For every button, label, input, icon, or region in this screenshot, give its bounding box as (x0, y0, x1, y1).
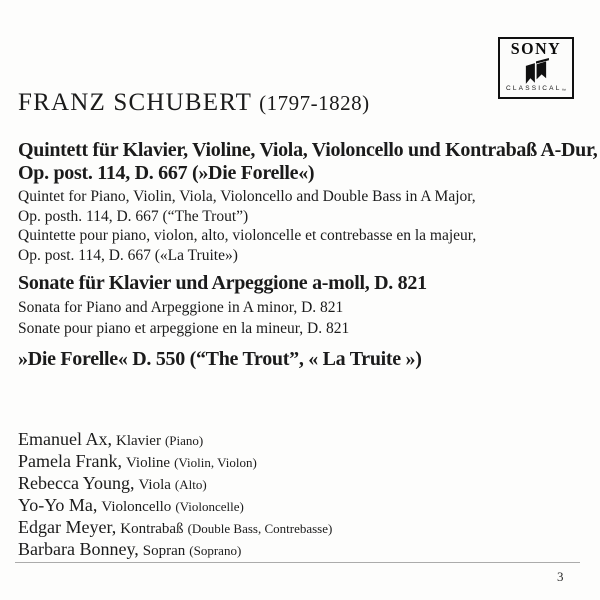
sony-classical-logo (498, 37, 574, 99)
classical-label (500, 85, 572, 94)
work-arpeggione-english: Sonata for Piano and Arpeggione in A minor, D. 821 (18, 299, 344, 316)
performer-instrument-translation: (Piano) (164, 433, 204, 448)
performer-row (18, 450, 332, 472)
trademark-symbol: ™ (561, 88, 567, 93)
performer-row (18, 516, 332, 538)
composer-name: FRANZ SCHUBERT (18, 89, 252, 116)
performer-row (18, 428, 332, 450)
performer-row (18, 472, 332, 494)
work-quintet-english-line1: Quintet for Piano, Violin, Viola, Violoncello and Double Bass in A Major, (18, 188, 476, 205)
footer-divider (15, 562, 580, 563)
work-arpeggione-title: Sonate für Klavier und Arpeggione a-moll, D. 821 (18, 272, 427, 294)
performer-instrument-translation: (Violoncelle) (175, 499, 244, 514)
performer-instrument-translation: (Double Bass, Contrebasse) (187, 521, 333, 536)
performer-instrument-translation: (Alto) (174, 477, 207, 492)
performer-instrument: Sopran (142, 543, 186, 559)
work-quintet-title-line1: Quintett für Klavier, Violine, Viola, Violoncello und Kontrabaß A-Dur, (18, 139, 598, 161)
performer-name: Emanuel Ax, (18, 429, 112, 449)
sony-wordmark: SONY (510, 40, 562, 59)
performer-name: Barbara Bonney, (18, 539, 139, 559)
classical-text: CLASSICAL (505, 85, 562, 92)
work-quintet-french-line2: Op. post. 114, D. 667 («La Truite») (18, 246, 238, 264)
performer-row (18, 494, 332, 516)
performer-instrument: Kontrabaß (120, 521, 184, 537)
work-arpeggione-translations (18, 297, 349, 339)
performer-instrument-translation: (Soprano) (189, 543, 242, 558)
performers-list (18, 428, 332, 560)
performer-instrument: Klavier (115, 433, 161, 449)
page-number: 3 (557, 569, 564, 584)
performer-instrument-translation: (Violin, Violon) (174, 455, 257, 470)
performer-name: Pamela Frank, (18, 451, 122, 471)
performer-instrument: Viola (138, 477, 171, 493)
work-forelle-title: »Die Forelle« D. 550 (“The Trout”, « La Truite ») (18, 348, 422, 370)
work-quintet-english-line2: Op. posth. 114, D. 667 (“The Trout”) (18, 207, 249, 225)
performer-name: Edgar Meyer, (18, 517, 117, 537)
work-quintet-translations (18, 187, 476, 265)
work-quintet-title (18, 139, 597, 185)
performer-instrument: Violine (125, 455, 171, 471)
performer-name: Yo-Yo Ma, (18, 495, 98, 515)
composer-title (18, 90, 370, 116)
work-quintet-french-line1: Quintette pour piano, violon, alto, violoncelle et contrebasse en la majeur, (18, 227, 477, 244)
performer-name: Rebecca Young, (18, 473, 135, 493)
performer-row (18, 538, 332, 560)
composer-dates: (1797-1828) (259, 91, 370, 115)
work-quintet-title-line2: Op. post. 114, D. 667 (»Die Forelle«) (18, 162, 315, 184)
sony-classical-columns-icon (518, 58, 554, 85)
performer-instrument: Violoncello (101, 499, 172, 515)
work-arpeggione-french: Sonate pour piano et arpeggione en la mineur, D. 821 (18, 320, 350, 337)
